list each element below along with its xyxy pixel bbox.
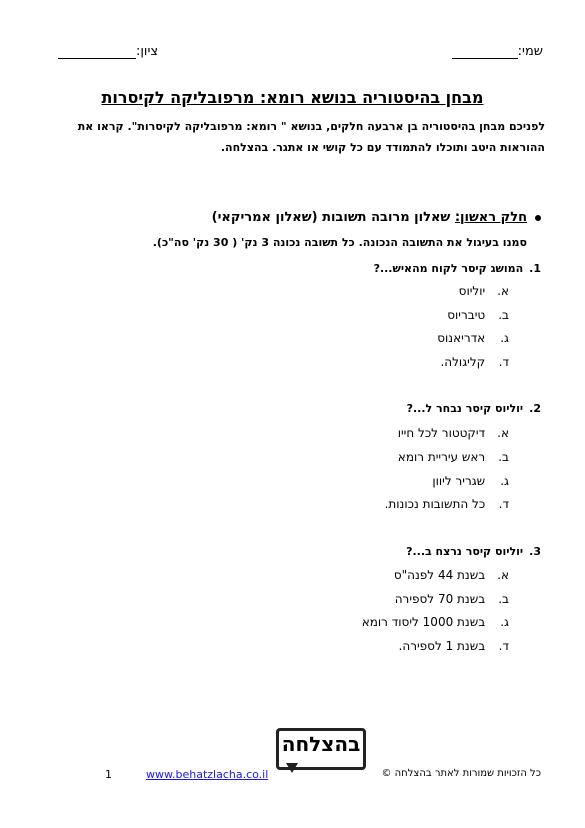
option-3d[interactable] [399, 639, 509, 653]
question-3 [406, 545, 541, 558]
option-text: דיקטטור לכל חייו [397, 426, 486, 440]
name-field [450, 44, 543, 59]
option-3a[interactable] [394, 568, 509, 582]
option-2c[interactable] [432, 474, 509, 488]
name-label: שמי: [517, 44, 543, 59]
option-1d[interactable] [440, 355, 509, 369]
option-3b[interactable] [395, 592, 509, 606]
behatzlacha-logo: בהצלחה [276, 728, 366, 770]
question-1 [374, 262, 541, 275]
question-2 [407, 402, 541, 415]
option-2d[interactable] [385, 497, 509, 511]
option-letter: ד. [498, 639, 509, 653]
option-text: בשנת 1000 ליסוד רומא [361, 615, 486, 629]
section-heading [212, 210, 541, 225]
section-instruction: סמנו בעיגול את התשובה הנכונה. כל תשובה נכונה 3 נק' ( 30 נק' סה"כ). [152, 236, 527, 249]
option-text: בשנת 70 לספירה [394, 592, 486, 606]
option-letter: ב. [498, 450, 509, 464]
option-1c[interactable] [437, 331, 509, 345]
bullet-icon [535, 215, 541, 221]
option-1a[interactable] [459, 284, 509, 298]
question-text: יוליוס קיסר נבחר ל...? [406, 402, 524, 415]
option-text: יוליוס [458, 284, 486, 298]
option-letter: ג. [500, 474, 509, 488]
option-text: בשנת 1 לספירה. [398, 639, 486, 653]
option-text: ראש עיריית רומא [397, 450, 486, 464]
name-line[interactable] [452, 45, 518, 59]
footer-copyright: כל הזכויות שמורות לאתר בהצלחה © [381, 768, 541, 779]
option-letter: א. [497, 426, 509, 440]
option-text: טיבריוס [447, 308, 486, 322]
option-letter: א. [497, 568, 509, 582]
option-1b[interactable] [447, 308, 509, 322]
page-title: מבחן בהיסטוריה בנושא רומא: מרפובליקה לקיסרות [101, 88, 484, 107]
option-text: שגריר ליוון [432, 474, 486, 488]
question-number: 2. [529, 402, 541, 415]
option-text: קליגולה. [440, 355, 486, 369]
footer-website-link[interactable]: www.behatzlacha.co.il [146, 768, 269, 781]
question-text: יוליוס קיסר נרצח ב...? [406, 545, 524, 558]
option-letter: ד. [498, 497, 509, 511]
grade-line[interactable] [58, 45, 136, 59]
option-letter: ב. [498, 592, 509, 606]
intro-paragraph: לפניכם מבחן בהיסטוריה בן ארבעה חלקים, בנושא " רומא: מרפובליקה לקיסרות". קראו את ההוראות היטב ותוכלו להתמודד עם כל קושי או אתגר. בהצלחה. [77, 120, 545, 154]
option-letter: ד. [498, 355, 509, 369]
option-text: בשנת 44 לפנה"ס [393, 568, 486, 582]
option-3c[interactable] [362, 615, 509, 629]
logo-bubble-tail-icon [286, 763, 298, 773]
section-label: חלק ראשון: [454, 210, 527, 225]
option-text: כל התשובות נכונות. [384, 497, 486, 511]
grade-field [56, 44, 158, 59]
option-text: אדריאנוס [437, 331, 486, 345]
question-number: 3. [529, 545, 541, 558]
question-number: 1. [529, 262, 541, 275]
option-letter: ג. [500, 331, 509, 345]
option-letter: ג. [500, 615, 509, 629]
section-subtitle: שאלון מרובה תשובות (שאלון אמריקאי) [211, 210, 451, 225]
option-2b[interactable] [398, 450, 509, 464]
grade-label: ציון: [136, 44, 159, 59]
option-2a[interactable] [398, 426, 509, 440]
page-number: 1 [105, 768, 112, 781]
option-letter: א. [497, 284, 509, 298]
question-text: המושג קיסר לקוח מהאיש...? [373, 262, 524, 275]
option-letter: ב. [498, 308, 509, 322]
